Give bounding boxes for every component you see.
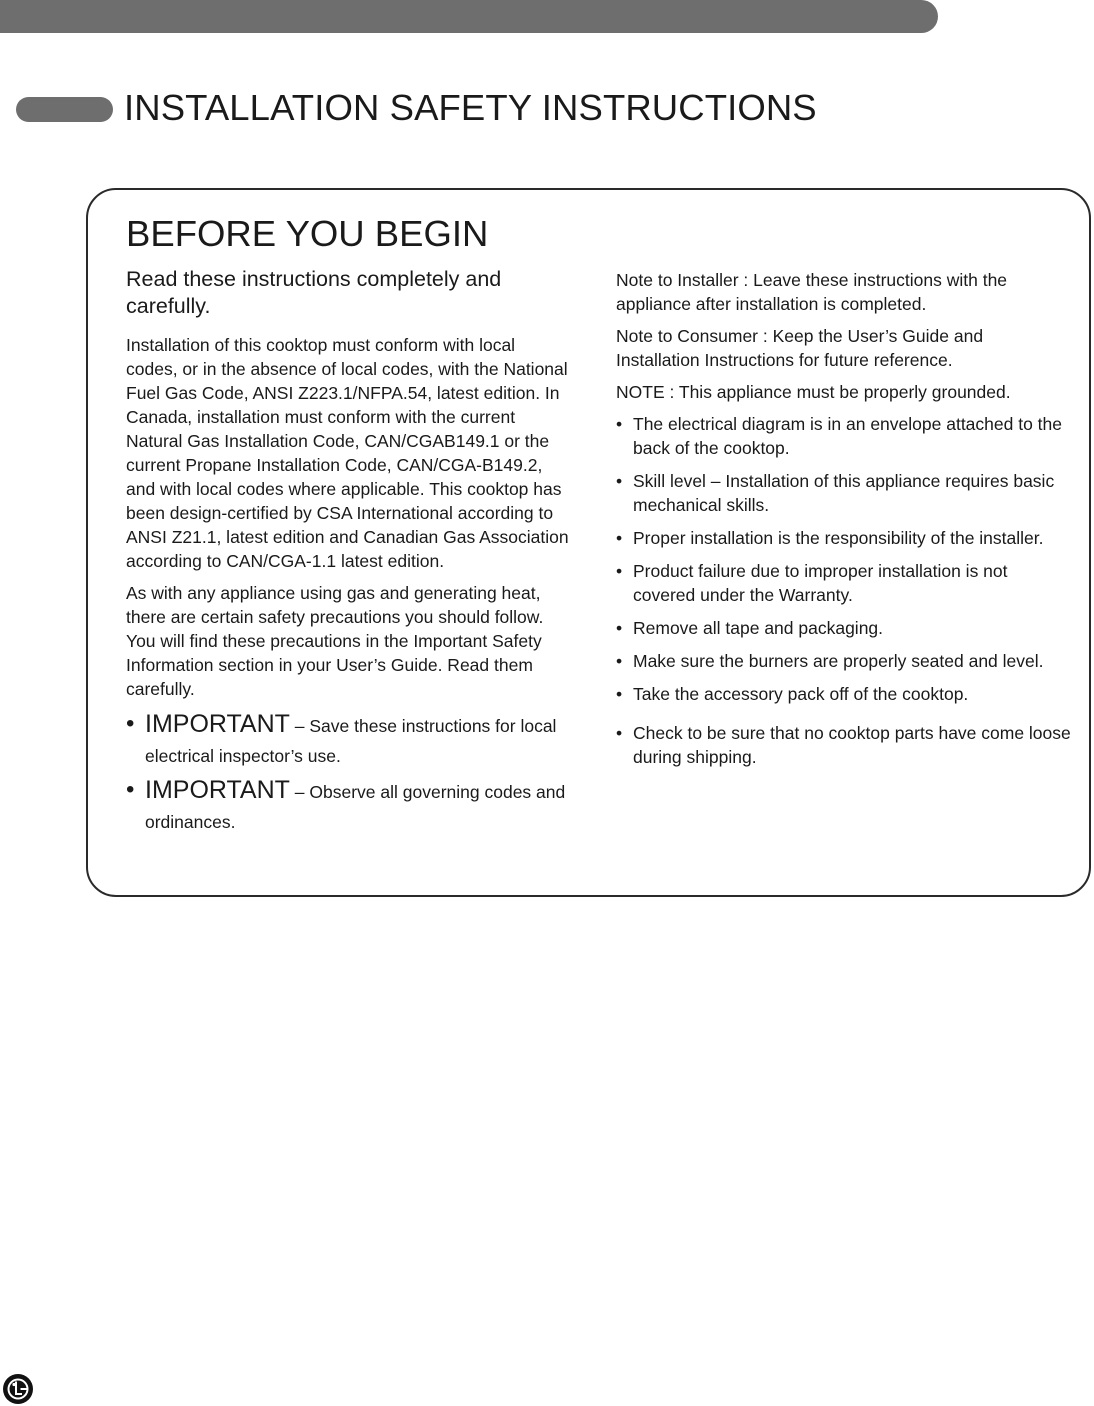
checklist-item xyxy=(616,616,1071,640)
intro-text: Read these instructions completely and carefully. xyxy=(126,267,502,318)
checklist-item xyxy=(616,559,1071,607)
bullet-icon: • xyxy=(616,414,623,434)
important-keyword: IMPORTANT xyxy=(145,710,290,738)
bullet-icon: • xyxy=(616,684,623,704)
checklist-text: Make sure the burners are properly seated and level. xyxy=(633,651,1044,671)
important-keyword: IMPORTANT xyxy=(145,776,290,804)
grounding-note: NOTE : This appliance must be properly grounded. xyxy=(616,382,1011,402)
bullet-icon: • xyxy=(616,471,623,491)
note-to-consumer: Note to Consumer : Keep the User’s Guide and Installation Instructions for future reference. xyxy=(616,326,984,370)
important-text: – Observe all governing codes and ordinances. xyxy=(145,782,566,832)
left-column xyxy=(126,266,571,841)
bullet-icon: • xyxy=(616,618,623,638)
right-column xyxy=(616,268,1071,778)
lg-logo-icon xyxy=(3,1374,33,1404)
checklist-text: The electrical diagram is in an envelope attached to the back of the cooktop. xyxy=(633,414,1063,458)
bullet-icon: • xyxy=(616,528,623,548)
checklist-text: Remove all tape and packaging. xyxy=(633,618,884,638)
safety-precautions-paragraph: As with any appliance using gas and generating heat, there are certain safety precautions you should follow. You will find these precautions in the Important Safety Information section in your User’s Guide. Read them carefully. xyxy=(126,583,544,699)
important-list xyxy=(126,709,571,837)
checklist-item xyxy=(616,412,1071,460)
checklist-item xyxy=(616,649,1071,673)
checklist-item xyxy=(616,682,1071,706)
important-item xyxy=(126,709,571,771)
checklist-text: Skill level – Installation of this appliance requires basic mechanical skills. xyxy=(633,471,1055,515)
box-title: BEFORE YOU BEGIN xyxy=(126,213,489,254)
checklist-text: Product failure due to improper installation is not covered under the Warranty. xyxy=(633,561,1008,605)
bullet-icon: • xyxy=(616,651,623,671)
checklist-text: Take the accessory pack off of the cooktop. xyxy=(633,684,969,704)
note-to-installer: Note to Installer : Leave these instructions with the appliance after installation is completed. xyxy=(616,270,1008,314)
checklist-item xyxy=(616,526,1071,550)
checklist-item xyxy=(616,721,1071,769)
code-compliance-paragraph: Installation of this cooktop must conform with local codes, or in the absence of local codes, with the National Fuel Gas Code, ANSI Z223.1/NFPA.54, latest edition. In Canada, installation must conform with the current Natural Gas Installation Code, CAN/CGAB149.1 or the current Propane Installation Code, CAN/CGA-B149.2, and with local codes where applicable. This cooktop has been design-certified by CSA International according to ANSI Z21.1, latest edition and Canadian Gas Association according to CAN/CGA-1.1 latest edition. xyxy=(126,335,569,571)
checklist-text: Proper installation is the responsibility of the installer. xyxy=(633,528,1044,548)
section-marker-pill xyxy=(16,97,113,122)
bullet-icon: • xyxy=(126,776,135,803)
bullet-icon: • xyxy=(126,710,135,737)
checklist xyxy=(616,412,1071,769)
section-title: INSTALLATION SAFETY INSTRUCTIONS xyxy=(124,87,817,128)
important-text: – Save these instructions for local electrical inspector’s use. xyxy=(145,716,557,766)
important-item xyxy=(126,775,571,837)
bullet-icon: • xyxy=(616,561,623,581)
checklist-item xyxy=(616,469,1071,517)
bullet-icon: • xyxy=(616,723,623,743)
top-decorative-bar xyxy=(0,0,938,33)
checklist-text: Check to be sure that no cooktop parts have come loose during shipping. xyxy=(633,723,1071,767)
